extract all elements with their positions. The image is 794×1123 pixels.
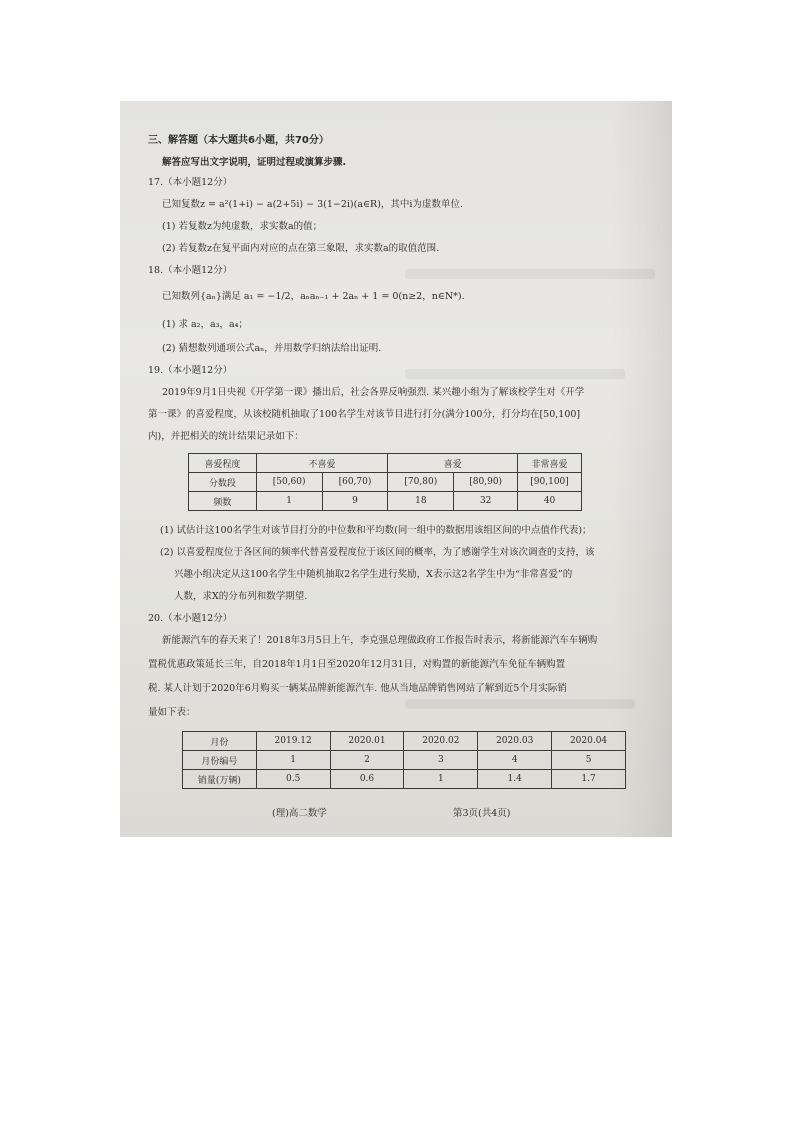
table-header-cell: 喜爱程度 (189, 454, 257, 473)
table-cell: 2020.03 (478, 732, 552, 751)
table-cell: 1 (404, 770, 478, 789)
table-header-cell: 分数段 (189, 473, 257, 492)
table-cell: 9 (322, 492, 388, 511)
table-cell: [80,90) (454, 473, 518, 492)
table-row (183, 732, 626, 751)
table-header-cell: 非常喜爱 (518, 454, 582, 473)
table-row (183, 770, 626, 789)
table-row (189, 492, 582, 511)
q18-stem: 已知数列{aₙ}满足 a₁ = −1/2，aₙaₙ₋₁ + 2aₙ + 1 = 0(n≥2，n∈N*). (162, 291, 465, 302)
table-cell: 40 (518, 492, 582, 511)
table-header-cell: 频数 (189, 492, 257, 511)
table-cell: 18 (388, 492, 454, 511)
table-cell: 1 (256, 492, 322, 511)
table-cell: [60,70) (322, 473, 388, 492)
q17-part2: (2) 若复数z在复平面内对应的点在第三象限，求实数a的取值范围. (162, 243, 440, 254)
section-title: 三、解答题（本大题共6小题，共70分） (148, 135, 329, 146)
q18-part1: (1) 求 a₂，a₃，a₄； (162, 319, 248, 330)
table-cell: [50,60) (256, 473, 322, 492)
q17-part1: (1) 若复数z为纯虚数，求实数a的值； (162, 221, 323, 232)
table-header-cell: 不喜爱 (256, 454, 388, 473)
footer-subject: (理)高二数学 (272, 808, 327, 819)
table-header-cell: 喜爱 (388, 454, 518, 473)
table-cell: 5 (552, 751, 626, 770)
table-cell: 0.5 (256, 770, 330, 789)
q18-part2: (2) 猜想数列通项公式aₙ，并用数学归纳法给出证明. (162, 343, 382, 354)
table-cell: 0.6 (330, 770, 404, 789)
q20-sales-table (182, 731, 626, 789)
q19-part2-line1: (2) 以喜爱程度位于各区间的频率代替喜爱程度位于该区间的概率，为了感谢学生对该次调查的支持，该 (160, 547, 595, 558)
q17-stem: 已知复数z = a²(1+i) − a(2+5i) − 3(1−2i)(a∈R)，其中i为虚数单位. (162, 199, 463, 210)
table-cell: 1.4 (478, 770, 552, 789)
q19-score-table (188, 453, 582, 511)
table-cell: 1.7 (552, 770, 626, 789)
section-instruction: 解答应写出文字说明，证明过程或演算步骤. (162, 157, 347, 168)
q20-stem-line4: 量如下表： (148, 707, 196, 718)
table-cell: 4 (478, 751, 552, 770)
q20-stem-line2: 置税优惠政策延长三年，自2018年1月1日至2020年12月31日，对购置的新能源汽车免征车辆购置 (148, 659, 566, 670)
table-header-cell: 销量(万辆) (183, 770, 257, 789)
table-cell: 2019.12 (256, 732, 330, 751)
table-cell: [90,100] (518, 473, 582, 492)
table-cell: 1 (256, 751, 330, 770)
table-cell: 2 (330, 751, 404, 770)
q20-stem-line1: 新能源汽车的春天来了！2018年3月5日上午，李克强总理做政府工作报告时表示，将新能源汽车车辆购 (162, 635, 598, 646)
q19-part1: (1) 试估计这100名学生对该节目打分的中位数和平均数(同一组中的数据用该组区间的中点值作代表)； (160, 525, 592, 536)
table-cell: [70,80) (388, 473, 454, 492)
q19-stem-line2: 第一课》的喜爱程度，从该校随机抽取了100名学生对该节目进行打分(满分100分，打分均在[50,100] (148, 409, 581, 420)
table-row (189, 454, 582, 473)
q19-part2-line2: 兴趣小组决定从这100名学生中随机抽取2名学生进行奖励，X表示这2名学生中为“非常喜爱”的 (174, 569, 573, 580)
exam-page (120, 101, 672, 837)
q19-header: 19.（本小题12分） (148, 365, 233, 376)
table-cell: 2020.04 (552, 732, 626, 751)
q20-header: 20.（本小题12分） (148, 613, 233, 624)
table-cell: 32 (454, 492, 518, 511)
table-cell: 2020.01 (330, 732, 404, 751)
q19-stem-line1: 2019年9月1日央视《开学第一课》播出后，社会各界反响强烈. 某兴趣小组为了解该校学生对《开学 (162, 387, 585, 398)
table-cell: 2020.02 (404, 732, 478, 751)
q19-stem-line3: 内)，并把相关的统计结果记录如下： (148, 431, 304, 442)
table-header-cell: 月份 (183, 732, 257, 751)
table-header-cell: 月份编号 (183, 751, 257, 770)
q17-header: 17.（本小题12分） (148, 177, 233, 188)
table-row (183, 751, 626, 770)
footer-page-number: 第3页(共4页) (453, 808, 511, 819)
q20-stem-line3: 税. 某人计划于2020年6月购买一辆某品牌新能源汽车. 他从当地品牌销售网站了解到近5个月实际销 (148, 683, 567, 694)
exam-photo (120, 101, 672, 837)
q18-header: 18.（本小题12分） (148, 265, 233, 276)
table-row (189, 473, 582, 492)
q19-part2-line3: 人数，求X的分布列和数学期望. (174, 591, 308, 602)
table-cell: 3 (404, 751, 478, 770)
